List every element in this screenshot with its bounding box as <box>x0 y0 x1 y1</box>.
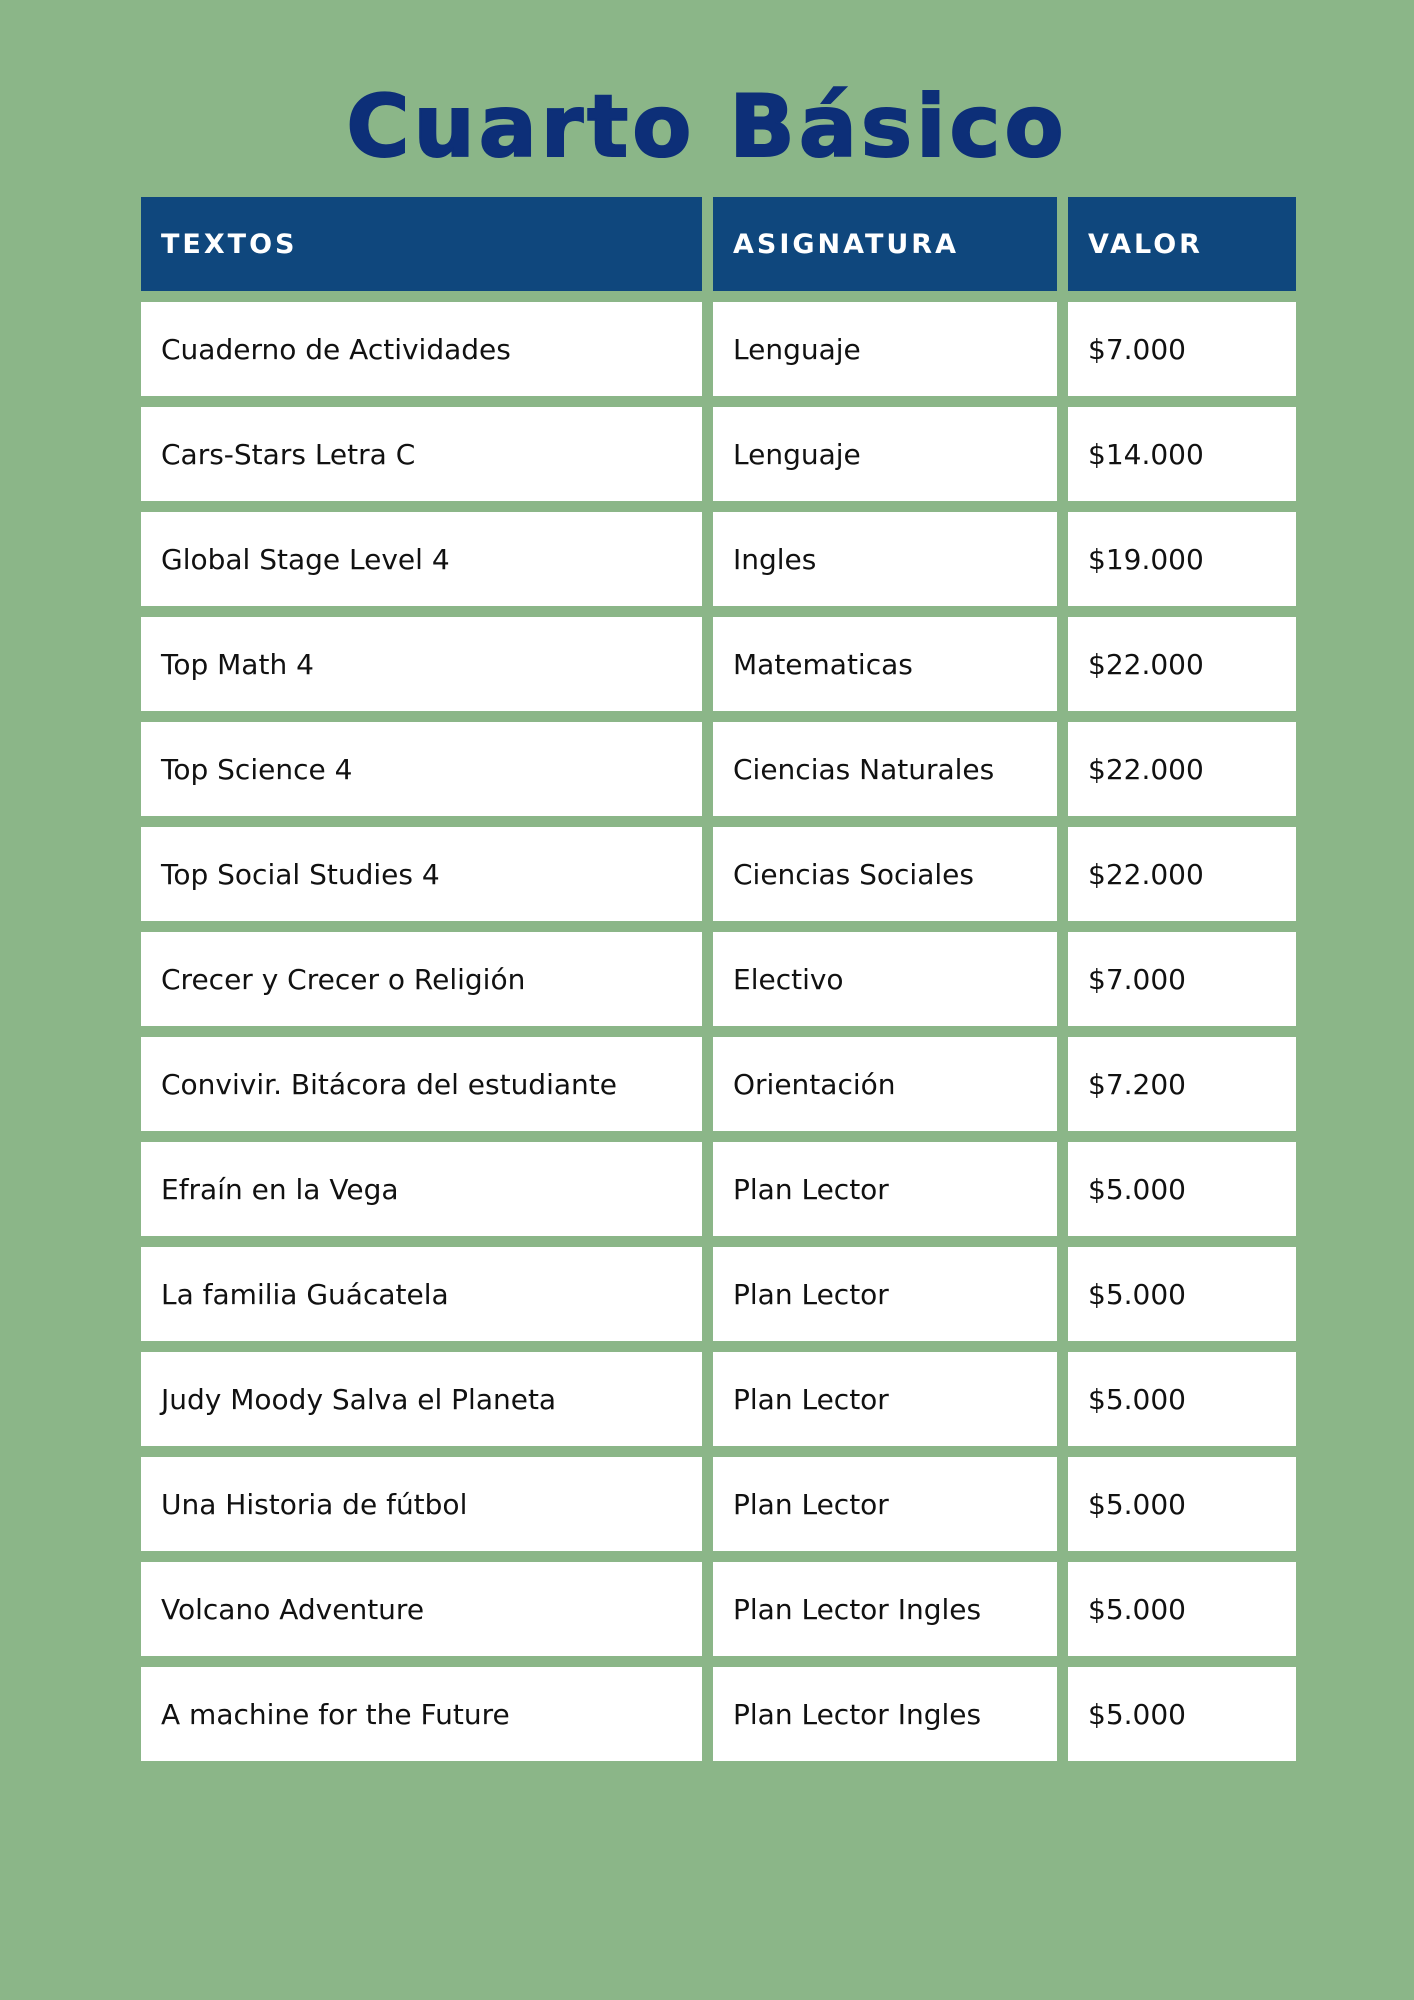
cell-texto: La familia Guácatela <box>141 1247 702 1341</box>
cell-valor: $5.000 <box>1068 1142 1296 1236</box>
cell-valor: $22.000 <box>1068 722 1296 816</box>
cell-texto: Judy Moody Salva el Planeta <box>141 1352 702 1446</box>
cell-asignatura: Plan Lector <box>713 1247 1057 1341</box>
cell-valor: $5.000 <box>1068 1247 1296 1341</box>
table-header-row <box>141 197 1296 291</box>
cell-asignatura: Electivo <box>713 932 1057 1026</box>
cell-texto: Crecer y Crecer o Religión <box>141 932 702 1026</box>
cell-valor: $19.000 <box>1068 512 1296 606</box>
cell-valor: $7.000 <box>1068 302 1296 396</box>
cell-asignatura: Plan Lector Ingles <box>713 1667 1057 1761</box>
cell-asignatura: Plan Lector <box>713 1352 1057 1446</box>
cell-asignatura: Lenguaje <box>713 407 1057 501</box>
cell-asignatura: Ciencias Naturales <box>713 722 1057 816</box>
cell-asignatura: Orientación <box>713 1037 1057 1131</box>
table-row <box>141 1667 1296 1761</box>
table-row <box>141 1142 1296 1236</box>
cell-asignatura: Plan Lector Ingles <box>713 1562 1057 1656</box>
table-row <box>141 407 1296 501</box>
cell-asignatura: Matematicas <box>713 617 1057 711</box>
table-row <box>141 1352 1296 1446</box>
header-valor: VALOR <box>1068 197 1296 291</box>
header-textos: TEXTOS <box>141 197 702 291</box>
cell-asignatura: Lenguaje <box>713 302 1057 396</box>
table-body <box>141 302 1296 1761</box>
cell-valor: $7.200 <box>1068 1037 1296 1131</box>
cell-valor: $22.000 <box>1068 617 1296 711</box>
table-row <box>141 722 1296 816</box>
cell-texto: Cuaderno de Actividades <box>141 302 702 396</box>
cell-texto: Una Historia de fútbol <box>141 1457 702 1551</box>
cell-asignatura: Ciencias Sociales <box>713 827 1057 921</box>
cell-texto: Volcano Adventure <box>141 1562 702 1656</box>
cell-asignatura: Ingles <box>713 512 1057 606</box>
table-row <box>141 1247 1296 1341</box>
cell-texto: Efraín en la Vega <box>141 1142 702 1236</box>
page-title: Cuarto Básico <box>346 77 1068 177</box>
cell-asignatura: Plan Lector <box>713 1142 1057 1236</box>
cell-texto: A machine for the Future <box>141 1667 702 1761</box>
table-row <box>141 1457 1296 1551</box>
cell-texto: Global Stage Level 4 <box>141 512 702 606</box>
cell-valor: $5.000 <box>1068 1457 1296 1551</box>
cell-valor: $5.000 <box>1068 1667 1296 1761</box>
book-list-table <box>141 197 1296 1772</box>
table-row <box>141 617 1296 711</box>
table-row <box>141 932 1296 1026</box>
cell-valor: $5.000 <box>1068 1352 1296 1446</box>
cell-asignatura: Plan Lector <box>713 1457 1057 1551</box>
table-row <box>141 302 1296 396</box>
cell-texto: Top Science 4 <box>141 722 702 816</box>
cell-valor: $22.000 <box>1068 827 1296 921</box>
cell-texto: Convivir. Bitácora del estudiante <box>141 1037 702 1131</box>
cell-valor: $5.000 <box>1068 1562 1296 1656</box>
cell-texto: Top Math 4 <box>141 617 702 711</box>
table-row <box>141 827 1296 921</box>
table-row <box>141 1037 1296 1131</box>
table-row <box>141 1562 1296 1656</box>
cell-valor: $14.000 <box>1068 407 1296 501</box>
cell-texto: Top Social Studies 4 <box>141 827 702 921</box>
cell-texto: Cars-Stars Letra C <box>141 407 702 501</box>
cell-valor: $7.000 <box>1068 932 1296 1026</box>
header-asignatura: ASIGNATURA <box>713 197 1057 291</box>
table-row <box>141 512 1296 606</box>
